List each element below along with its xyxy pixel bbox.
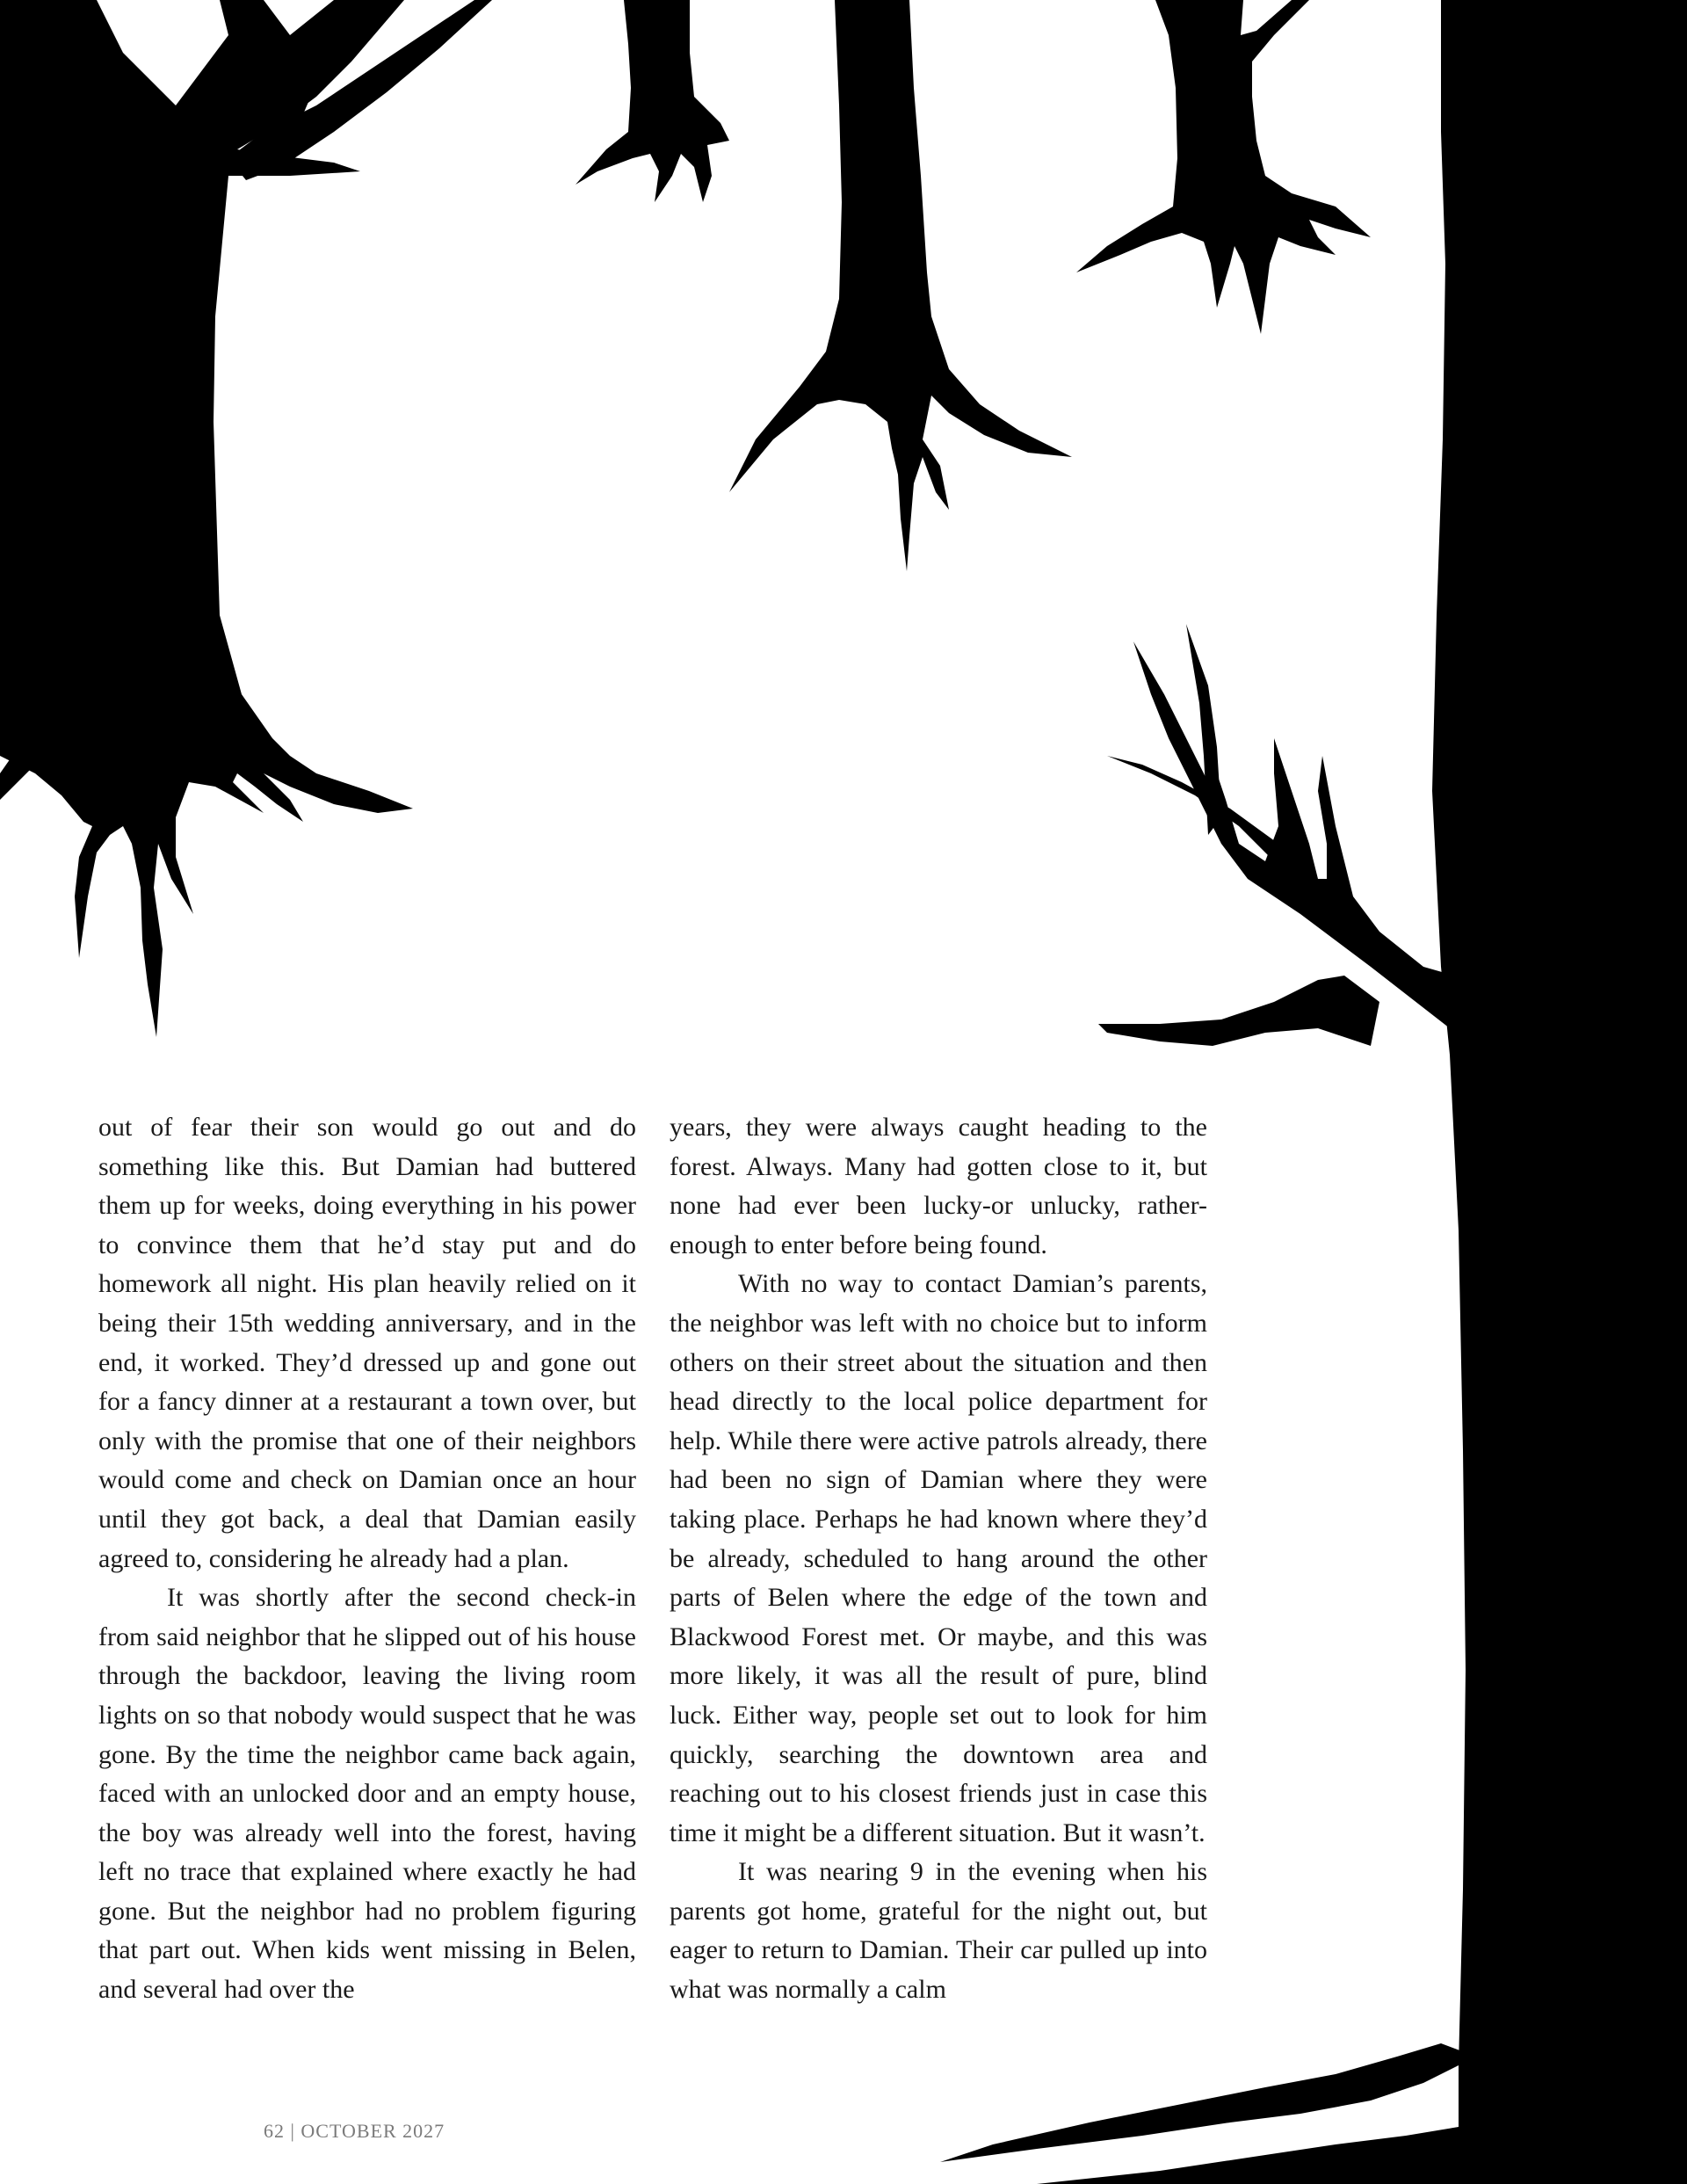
article-paragraph: It was nearing 9 in the evening when his parents got home, grateful for the night out, but eager to return to Damian. Their car pulled up into what was normally a calm <box>670 1857 1207 2005</box>
article-paragraph: It was shortly after the second check-in from said neighbor that he slipped out of his house through the backdoor, leaving the living room lights on so that nobody would suspect that he was gone. By the time the neighbor came back again, faced with an unlocked door and an empty house, the boy was already well into the forest, having left no trace that explained where exactly he had gone. But the neighbor had no problem figuring that part out. When kids went missing in Belen, and several had over the <box>98 1583 636 2005</box>
page-footer: 62 | OCTOBER 2027 <box>264 2120 445 2142</box>
article-paragraph: years, they were always caught heading to the forest. Always. Many had gotten close to it, but none had ever been lucky-or unlucky, rather-enough to enter before being found. <box>670 1113 1207 1259</box>
article-column-right <box>670 1108 1207 2010</box>
left-tree-body <box>0 0 413 1037</box>
right-tree-trunk <box>1432 0 1687 2184</box>
article-paragraph: out of fear their son would go out and do something like this. But Damian had buttered them up for weeks, doing everything in his power to convince them that he’d stay put and do homework all night. His plan heavily relied on it being their 15th wedding anniversary, and in the end, it worked. They’d dressed up and gone out for a fancy dinner at a restaurant a town over, but only with the promise that one of their neighbors would come and check on Damian once an hour until they got back, a deal that Damian easily agreed to, considering he already had a plan. <box>98 1113 636 1573</box>
article-column-left <box>98 1108 636 2010</box>
right-tree-lower-branch <box>1098 976 1379 1046</box>
article-paragraph: With no way to contact Damian’s parents, the neighbor was left with no choice but to inform others on their street about the situation and then head directly to the local police department for help. While there were active patrols already, there had been no sign of Damian where they were taking place. Perhaps he had known where they’d be already, scheduled to hang around the other parts of Belen where the edge of the town and Blackwood Forest met. Or maybe, and this was more likely, it was all the result of pure, blind luck. Either way, people set out to look for him quickly, searching the downtown area and reaching out to his closest friends just in case this time it might be a different situation. But it wasn’t. <box>670 1269 1207 1847</box>
center-trunk <box>729 0 1072 571</box>
center-right-trunk <box>1076 0 1371 334</box>
center-left-trunk <box>576 0 729 202</box>
